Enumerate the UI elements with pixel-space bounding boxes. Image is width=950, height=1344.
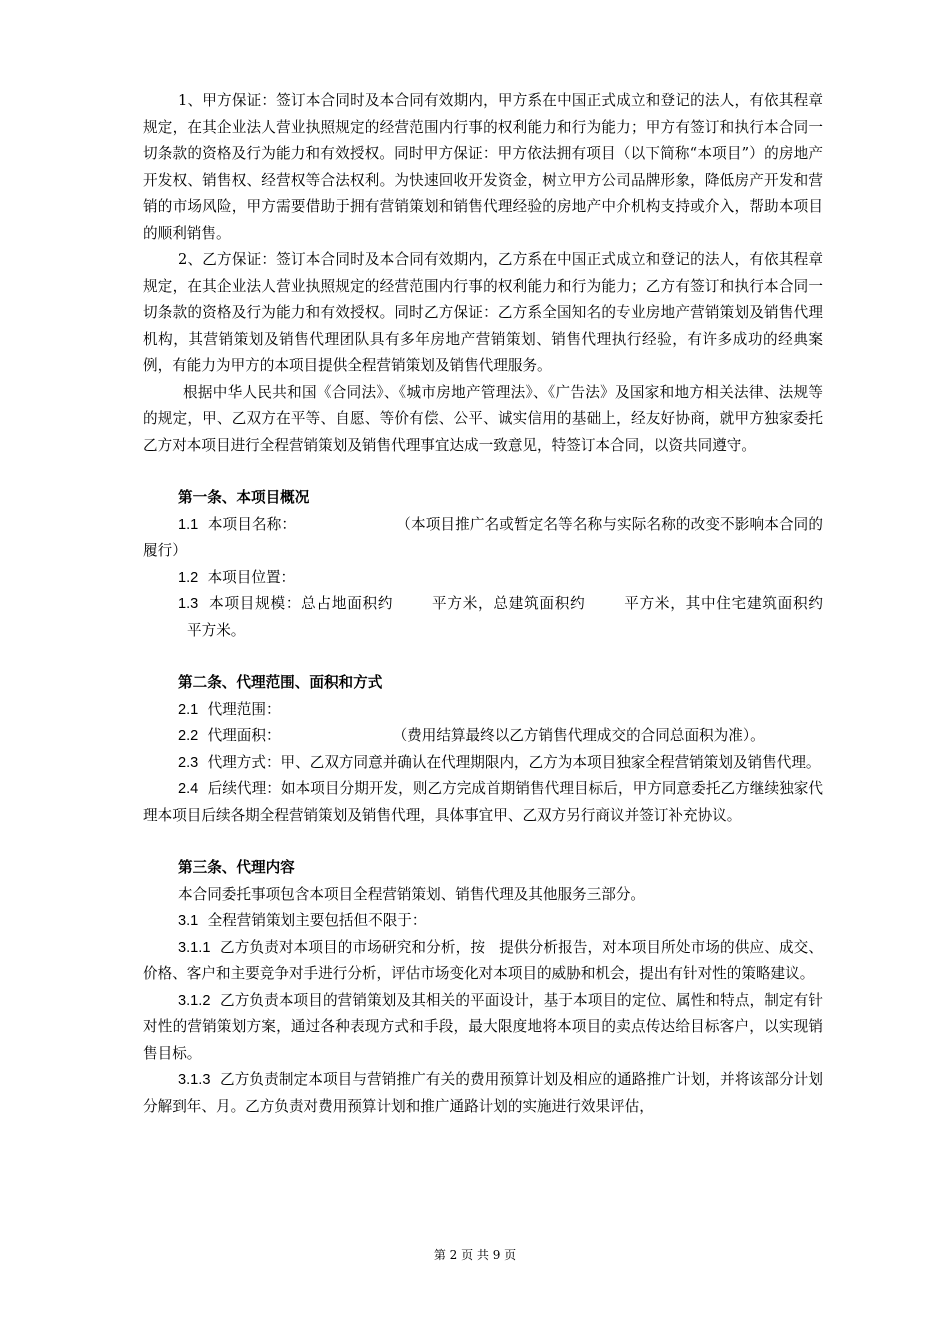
clause-3-1	[143, 908, 823, 935]
clause-1-2	[143, 565, 823, 592]
clause-number: 2.2	[178, 728, 199, 744]
clause-2-4	[143, 776, 823, 829]
clause-text: 代理方式：甲、乙双方同意并确认在代理期限内，乙方为本项目独家全程营销策划及销售代理。	[207, 753, 821, 771]
section-1-title: 第一条、本项目概况	[178, 489, 310, 506]
legal-basis-paragraph: 根据中华人民共和国《合同法》、《城市房地产管理法》、《广告法》及国家和地方相关法律、法规等的规定，甲、乙双方在平等、自愿、等价有偿、公平、诚实信用的基础上，经友好协商，就甲方独家委托乙方对本项目进行全程营销策划及销售代理事宜达成一致意见，特签订本合同，以资共同遵守。	[143, 383, 823, 454]
clause-number: 3.1.1	[178, 939, 211, 956]
clause-1-3	[143, 591, 823, 644]
clause-number: 2.1	[178, 701, 199, 718]
section-3-intro: 本合同委托事项包含本项目全程营销策划、销售代理及其他服务三部分。	[178, 885, 646, 903]
document-page	[143, 88, 823, 1120]
section-2-title: 第二条、代理范围、面积和方式	[178, 674, 383, 691]
clause-note: （费用结算最终以乙方销售代理成交的合同总面积为准）。	[392, 727, 765, 744]
clause-text: 代理面积：	[207, 727, 281, 744]
clause-text: 代理范围：	[207, 700, 281, 718]
party-b-guarantee-paragraph: 2、乙方保证：签订本合同时及本合同有效期内，乙方系在中国正式成立和登记的法人，有依其程章规定，在其企业法人营业执照规定的经营范围内行事的权利能力和行为能力；乙方有签订和执行本合同一切条款的资格及行为能力和有效授权。同时乙方保证：乙方系全国知名的专业房地产营销策划及销售代理机构，其营销策划及销售代理团队具有多年房地产营销策划、销售代理执行经验，有许多成功的经典案例，有能力为甲方的本项目提供全程营销策划及销售代理服务。	[143, 251, 823, 374]
clause-number: 1.3	[178, 596, 199, 612]
clause-2-3	[143, 750, 823, 777]
clause-2-2	[143, 723, 823, 750]
clause-text: 提供分析报告，对本项目所处市场的供应、成交、价格、客户和主要竞争对手进行分析，评估市场变化对本项目的威胁和机会，提出有针对性的策略建议。	[143, 938, 823, 982]
section-3-title: 第三条、代理内容	[178, 859, 295, 876]
clause-text: 后续代理：如本项目分期开发，则乙方完成首期销售代理目标后，甲方同意委托乙方继续独家代理本项目后续各期全程营销策划及销售代理，具体事宜甲、乙双方另行商议并签订补充协议。	[143, 780, 823, 824]
clause-3-1-2	[143, 988, 823, 1068]
clause-text: 乙方负责本项目的营销策划及其相关的平面设计，基于本项目的定位、属性和特点，制定有针对性的营销策划方案，通过各种表现方式和手段，最大限度地将本项目的卖点传达给目标客户，以实现销售目标。	[143, 991, 823, 1062]
clause-3-1-1	[143, 935, 823, 988]
clause-text: 本项目名称：	[207, 515, 297, 533]
clause-text: 乙方负责制定本项目与营销推广有关的费用预算计划及相应的通路推广计划，并将该部分计划分解到年、月。乙方负责对费用预算计划和推广通路计划的实施进行效果评估，	[143, 1071, 823, 1115]
clause-text: 平方米，其中住宅建筑面积约	[623, 595, 823, 612]
clause-note: （本项目推广名或暂定名等名称与实际名称的改变不影响本合同的履行）	[143, 515, 823, 559]
clause-number: 3.1	[178, 913, 199, 929]
party-a-guarantee-paragraph: 1、甲方保证：签订本合同时及本合同有效期内，甲方系在中国正式成立和登记的法人，有依其程章规定，在其企业法人营业执照规定的经营范围内行事的权利能力和行为能力；甲方有签订和执行本合同一切条款的资格及行为能力和有效授权。同时甲方保证：甲方依法拥有项目（以下简称“本项目”）的房地产开发权、销售权、经营权等合法权利。为快速回收开发资金，树立甲方公司品牌形象，降低房产开发和营销的市场风险，甲方需要借助于拥有营销策划和销售代理经验的房地产中介机构支持或介入，帮助本项目的顺利销售。	[143, 92, 823, 242]
clause-3-1-3	[143, 1067, 823, 1120]
clause-text: 本项目位置：	[207, 568, 296, 586]
clause-number: 1.2	[178, 569, 199, 586]
clause-number: 3.1.3	[178, 1072, 211, 1088]
clause-text: 本项目规模：总占地面积约	[209, 595, 394, 612]
clause-text: 平方米，总建筑面积约	[431, 595, 586, 612]
clause-text: 全程营销策划主要包括但不限于：	[207, 912, 427, 929]
clause-2-1	[143, 697, 823, 724]
page-number-footer: 第 2 页 共 9 页	[433, 1248, 517, 1262]
clause-text: 平方米。	[187, 621, 246, 639]
clause-1-1	[143, 512, 823, 565]
clause-text: 乙方负责对本项目的市场研究和分析，按	[220, 938, 486, 956]
clause-number: 2.4	[178, 781, 199, 797]
clause-number: 1.1	[178, 516, 199, 533]
clause-number: 2.3	[178, 754, 199, 771]
clause-number: 3.1.2	[178, 992, 211, 1009]
